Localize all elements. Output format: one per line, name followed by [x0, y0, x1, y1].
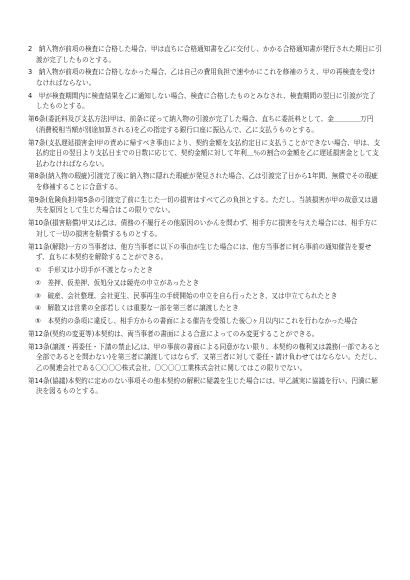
contract-clause: 2 納入物が前項の検査に合格した場合、甲は直ちに合格通知書を乙に交付し、かかる合格通知書が発行された期日に引渡が完了したものとする。 — [28, 45, 382, 64]
contract-clause: 第13条(譲渡・再委任・下請の禁止)乙は、甲の事前の書面による同意がない限り、本契約の権利又は義務(一部であると全部であるとを問わない)を第三者に譲渡してはならず、又第三者に対して委任・請け負わせてはならない。ただし、乙の関連会社である〇〇〇〇株式会社、〇〇〇〇工業株式会社に関してはこの限りでない。 — [28, 342, 381, 372]
contract-clause: 第6条(委託料及び支払方法)甲は、前条に従って納入物の引渡が完了した場合、直ちに委託料として、金＿＿＿＿万円(消費税相当額が別途加算される)を乙の指定する銀行口座に振込んで、乙に支払うものとする。 — [28, 115, 374, 134]
contract-clause: 第14条(協議)本契約に定めのない事項その他本契約の解釈に疑義を生じた場合には、甲乙誠実に協議を行い、円満に解決を図るものとする。 — [28, 376, 378, 396]
contract-clause: ④ 解散又は営業の全部若しくは重要な一部を第三者に譲渡したとき — [35, 304, 239, 313]
contract-body — [28, 44, 382, 397]
contract-clause: ① 手形又は小切手が不渡となったとき — [35, 265, 154, 274]
contract-clause: ⑤ 本契約の条項に違反し、相手方からの書面による催告を受領した後〇ヶ月以内にこれを行わなかった場合 — [35, 317, 358, 326]
contract-clause: 第7条(支払遅延損害金)甲の責めに帰すべき事由により、契約金額を支払約定日に支払うことができない場合、甲は、支払約定日の翌日より支払日までの日数に応じて、契約金額に対して年利＿％の割合の金額を乙に遅延損害金として支払わなければならない。 — [28, 138, 381, 168]
contract-clause: ② 差押、仮差押、仮処分又は競売の申立があったとき — [35, 278, 200, 287]
contract-clause: 第12条(契約の変更等)本契約は、両当事者の書面による合意によってのみ変更することができる。 — [28, 329, 319, 338]
contract-clause: 4 甲が検査期間内に検査結果を乙に通知しない場合、検査に合格したものとみなされ、検査期間の翌日に引渡が完了したものとする。 — [28, 91, 376, 111]
contract-clause: 第9条(危険負担)第5条の引渡完了前に生じた一切の損害はすべて乙の負担とする。ただし、当該損害が甲の故意又は過失を原因として生じた場合はこの限りでない。 — [28, 195, 378, 215]
contract-clause: 3 納入物が前項の検査に合格しなかった場合、乙は自己の費用負担で速やかにこれを修補のうえ、甲の再検査を受けなければならない。 — [28, 68, 376, 87]
contract-clause: 第11条(解除)一方の当事者は、他方当事者に以下の事由が生じた場合には、他方当事者に何ら事前の通知催告を要せず、直ちに本契約を解除することができる。 — [28, 242, 372, 262]
contract-clause: 第8条(納入物の瑕疵)引渡完了後に納入物に隠れた瑕疵が発見された場合、乙は引渡完了日から1年間、無償でその瑕疵を修補することに合意する。 — [28, 172, 378, 192]
contract-clause: 第10条(損害賠償)甲又は乙は、債務の不履行その他原因のいかんを問わず、相手方に損害を与えた場合には、相手方に対して一切の損害を賠償するものとする。 — [28, 219, 378, 238]
contract-clause: ③ 破産、会社整理、会社更生、民事再生の手続開始の申立を自ら行ったとき、又は申立てられたとき — [35, 291, 338, 300]
